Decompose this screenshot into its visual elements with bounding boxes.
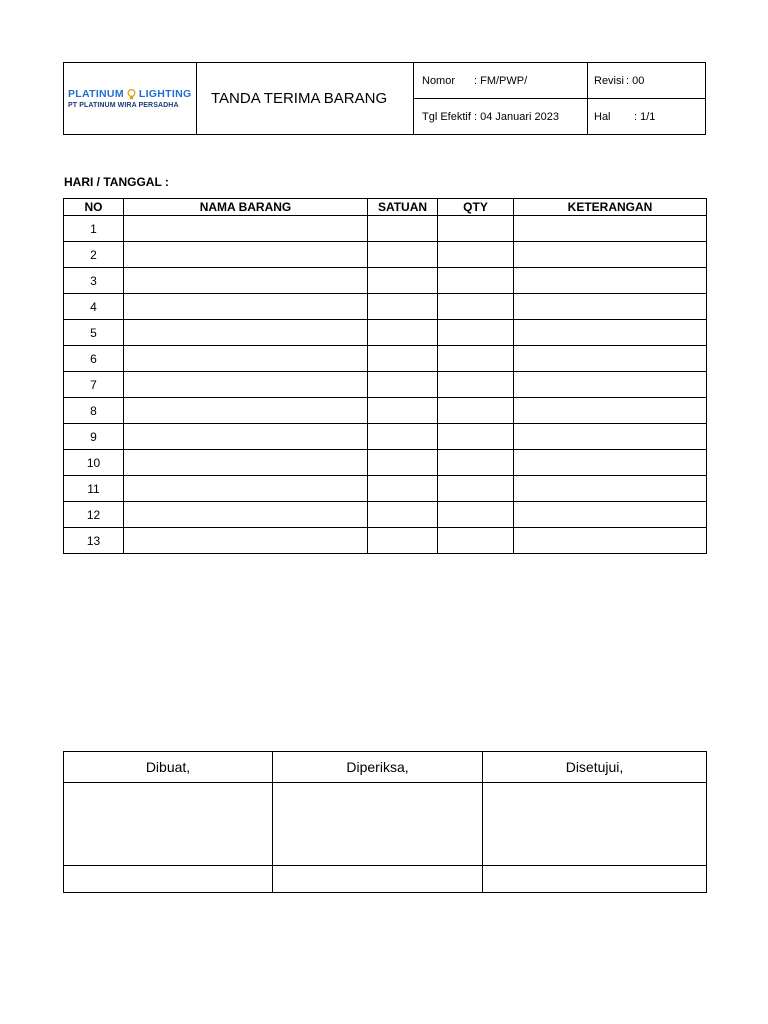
cell-qty[interactable]	[438, 242, 514, 268]
lightbulb-icon	[127, 89, 136, 100]
table-row	[64, 476, 707, 502]
logo-company-name: PT PLATINUM WIRA PERSADHA	[68, 102, 179, 109]
signature-name-disetujui[interactable]	[483, 866, 707, 893]
signature-space-dibuat[interactable]	[64, 783, 273, 866]
tgl-efektif-label: Tgl Efektif	[422, 110, 471, 123]
signature-name-dibuat[interactable]	[64, 866, 273, 893]
cell-keterangan[interactable]	[514, 268, 707, 294]
cell-satuan[interactable]	[368, 242, 438, 268]
signature-header-diperiksa: Diperiksa,	[273, 752, 483, 783]
document-title: TANDA TERIMA BARANG	[197, 63, 414, 135]
signature-header-dibuat: Dibuat,	[64, 752, 273, 783]
cell-satuan[interactable]	[368, 476, 438, 502]
cell-satuan[interactable]	[368, 268, 438, 294]
table-row	[64, 346, 707, 372]
signature-header-disetujui: Disetujui,	[483, 752, 707, 783]
cell-nama-barang[interactable]	[124, 398, 368, 424]
logo-cell	[64, 63, 197, 135]
revisi-field	[588, 63, 706, 99]
hal-value: : 1/1	[634, 110, 656, 123]
cell-keterangan[interactable]	[514, 424, 707, 450]
hal-field	[588, 99, 706, 135]
column-header-satuan: SATUAN	[368, 199, 438, 216]
cell-nama-barang[interactable]	[124, 346, 368, 372]
cell-no: 8	[64, 398, 124, 424]
table-row	[64, 450, 707, 476]
cell-nama-barang[interactable]	[124, 268, 368, 294]
cell-nama-barang[interactable]	[124, 320, 368, 346]
cell-satuan[interactable]	[368, 294, 438, 320]
items-table	[63, 198, 707, 554]
cell-keterangan[interactable]	[514, 398, 707, 424]
cell-keterangan[interactable]	[514, 242, 707, 268]
nomor-value: : FM/PWP/	[474, 74, 528, 87]
cell-no: 13	[64, 528, 124, 554]
cell-satuan[interactable]	[368, 346, 438, 372]
cell-keterangan[interactable]	[514, 294, 707, 320]
cell-satuan[interactable]	[368, 502, 438, 528]
cell-satuan[interactable]	[368, 216, 438, 242]
table-row	[64, 242, 707, 268]
table-row	[64, 398, 707, 424]
cell-nama-barang[interactable]	[124, 242, 368, 268]
cell-no: 11	[64, 476, 124, 502]
logo-brand-right: LIGHTING	[138, 88, 192, 100]
cell-qty[interactable]	[438, 320, 514, 346]
nomor-label: Nomor	[422, 74, 456, 87]
cell-no: 9	[64, 424, 124, 450]
table-row	[64, 502, 707, 528]
cell-qty[interactable]	[438, 294, 514, 320]
cell-no: 2	[64, 242, 124, 268]
cell-keterangan[interactable]	[514, 528, 707, 554]
table-row	[64, 216, 707, 242]
table-header-row	[64, 199, 707, 216]
cell-nama-barang[interactable]	[124, 502, 368, 528]
tgl-efektif-value: : 04 Januari 2023	[473, 110, 559, 123]
cell-qty[interactable]	[438, 346, 514, 372]
cell-qty[interactable]	[438, 268, 514, 294]
cell-keterangan[interactable]	[514, 346, 707, 372]
cell-satuan[interactable]	[368, 528, 438, 554]
cell-no: 10	[64, 450, 124, 476]
document-header	[63, 62, 706, 135]
cell-keterangan[interactable]	[514, 450, 707, 476]
cell-nama-barang[interactable]	[124, 372, 368, 398]
cell-qty[interactable]	[438, 450, 514, 476]
cell-qty[interactable]	[438, 528, 514, 554]
logo-brand-left: PLATINUM	[68, 88, 124, 100]
cell-satuan[interactable]	[368, 398, 438, 424]
signature-space-disetujui[interactable]	[483, 783, 707, 866]
cell-qty[interactable]	[438, 372, 514, 398]
cell-qty[interactable]	[438, 398, 514, 424]
cell-nama-barang[interactable]	[124, 294, 368, 320]
cell-no: 7	[64, 372, 124, 398]
cell-no: 5	[64, 320, 124, 346]
cell-qty[interactable]	[438, 216, 514, 242]
cell-qty[interactable]	[438, 424, 514, 450]
cell-no: 6	[64, 346, 124, 372]
column-header-qty: QTY	[438, 199, 514, 216]
signature-space-diperiksa[interactable]	[273, 783, 483, 866]
table-row	[64, 528, 707, 554]
cell-no: 3	[64, 268, 124, 294]
cell-keterangan[interactable]	[514, 216, 707, 242]
cell-keterangan[interactable]	[514, 320, 707, 346]
cell-satuan[interactable]	[368, 320, 438, 346]
cell-no: 12	[64, 502, 124, 528]
cell-satuan[interactable]	[368, 450, 438, 476]
revisi-value: : 00	[626, 74, 645, 87]
hal-label: Hal	[594, 110, 611, 123]
cell-nama-barang[interactable]	[124, 528, 368, 554]
table-row	[64, 320, 707, 346]
cell-qty[interactable]	[438, 502, 514, 528]
table-row	[64, 372, 707, 398]
cell-keterangan[interactable]	[514, 476, 707, 502]
cell-nama-barang[interactable]	[124, 450, 368, 476]
table-row	[64, 268, 707, 294]
column-header-keterangan: KETERANGAN	[514, 199, 707, 216]
cell-nama-barang[interactable]	[124, 424, 368, 450]
cell-no: 1	[64, 216, 124, 242]
cell-satuan[interactable]	[368, 424, 438, 450]
cell-nama-barang[interactable]	[124, 476, 368, 502]
revisi-label: Revisi	[594, 74, 624, 87]
cell-no: 4	[64, 294, 124, 320]
table-row	[64, 424, 707, 450]
cell-qty[interactable]	[438, 476, 514, 502]
column-header-nama-barang: NAMA BARANG	[124, 199, 368, 216]
hari-tanggal-label: HARI / TANGGAL :	[64, 175, 169, 189]
signature-table	[63, 751, 707, 893]
cell-nama-barang[interactable]	[124, 216, 368, 242]
column-header-no: NO	[64, 199, 124, 216]
table-row	[64, 294, 707, 320]
signature-name-diperiksa[interactable]	[273, 866, 483, 893]
nomor-field	[414, 63, 588, 99]
company-logo	[68, 88, 192, 100]
cell-keterangan[interactable]	[514, 502, 707, 528]
cell-keterangan[interactable]	[514, 372, 707, 398]
cell-satuan[interactable]	[368, 372, 438, 398]
tgl-efektif-field	[414, 99, 588, 135]
